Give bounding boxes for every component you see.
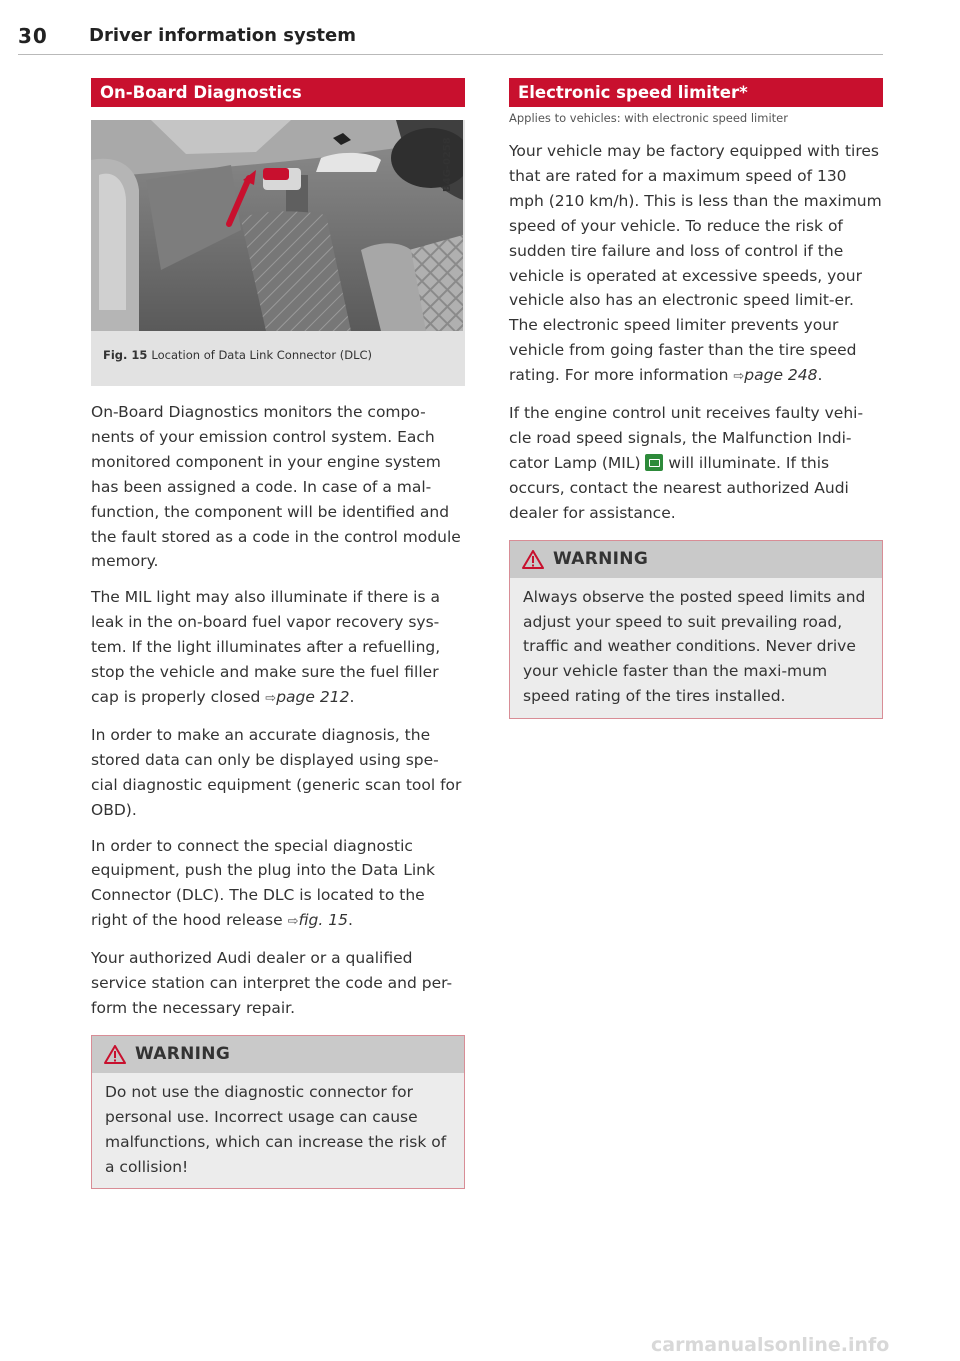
speed-warning-box xyxy=(509,540,883,720)
arrow-right-icon: ⇨ xyxy=(265,690,277,706)
arrow-right-icon: ⇨ xyxy=(287,914,299,930)
speed-limiter-heading: Electronic speed limiter* xyxy=(509,78,883,107)
obd-paragraph-3: In order to make an accurate diagnosis, the stored data can only be displayed using spe-cial diagnostic equipment (generic scan tool for OBD). xyxy=(91,725,462,819)
speed-limiter-paragraph-1-end: . xyxy=(817,366,823,385)
figure-code: B4G-0258 xyxy=(442,137,453,193)
obd-paragraph-2-end: . xyxy=(349,687,355,706)
dlc-location-image xyxy=(91,120,463,331)
figure-15 xyxy=(91,120,465,386)
warning-title: WARNING xyxy=(553,549,649,570)
warning-header xyxy=(510,541,882,578)
speed-limiter-paragraph-2 xyxy=(509,401,883,526)
page-number: 30 xyxy=(18,24,48,48)
figure-reference-link[interactable]: fig. 15 xyxy=(298,911,348,930)
engine-check-icon xyxy=(645,454,663,471)
warning-triangle-icon xyxy=(104,1045,126,1064)
warning-header xyxy=(92,1036,464,1073)
obd-paragraph-4-end: . xyxy=(347,911,353,930)
obd-heading: On-Board Diagnostics xyxy=(91,78,465,107)
arrow-right-icon: ⇨ xyxy=(733,369,745,385)
obd-paragraph-2-text: The MIL light may also illuminate if there is a leak in the on-board fuel vapor recovery sys-tem. If the light illuminates after a refuelling, stop the vehicle and make sure the fuel filler cap is properly closed xyxy=(91,588,441,706)
warning-text: Always observe the posted speed limits and adjust your speed to suit prevailing road, traffic and weather conditions. Never drive your vehicle faster than the maxi-mum speed rating of the tires installed. xyxy=(523,587,866,706)
watermark: carmanualsonline.info xyxy=(651,1334,890,1356)
speed-limiter-paragraph-1 xyxy=(509,139,883,390)
warning-text: Do not use the diagnostic connector for personal use. Incorrect usage can cause malfunctions, which can increase the risk of a collision! xyxy=(105,1082,447,1176)
figure-caption-text: Location of Data Link Connector (DLC) xyxy=(151,348,372,362)
left-column xyxy=(91,78,465,1189)
obd-paragraph-5: Your authorized Audi dealer or a qualified service station can interpret the code and per-form the necessary repair. xyxy=(91,949,453,1017)
obd-paragraph-4 xyxy=(91,834,465,936)
warning-title: WARNING xyxy=(135,1044,231,1065)
speed-limiter-paragraph-2-end: will illuminate. If this occurs, contact the nearest authorized Audi dealer for assistance. xyxy=(509,453,849,522)
speed-limiter-paragraph-2-start: If the engine control unit receives faulty vehi-cle road speed signals, the Malfunction Indi-cator Lamp (MIL) xyxy=(509,404,864,472)
applies-to-note: Applies to vehicles: with electronic speed limiter xyxy=(509,111,788,125)
figure-caption xyxy=(103,348,372,362)
obd-paragraph-2 xyxy=(91,585,465,712)
figure-caption-label: Fig. 15 xyxy=(103,348,148,362)
obd-paragraph-4-text: In order to connect the special diagnostic equipment, push the plug into the Data Link Connector (DLC). The DLC is located to the right of the hood release xyxy=(91,836,435,930)
speed-limiter-paragraph-1-text: Your vehicle may be factory equipped with tires that are rated for a maximum speed of 130 mph (210 km/h). This is less than the maximum speed of your vehicle. To reduce the risk of sudden tire failure and loss of control if the vehicle is operated at excessive speeds, your vehicle also has an electronic speed limit-er. The electronic speed limiter prevents your vehicle from going faster than the tire speed rating. For more information xyxy=(509,142,882,385)
section-title: Driver information system xyxy=(89,25,356,46)
page-header xyxy=(18,24,883,55)
page-reference-link[interactable]: page 248 xyxy=(744,366,818,385)
page-reference-link[interactable]: page 212 xyxy=(276,687,350,706)
right-column xyxy=(509,78,883,719)
obd-warning-box xyxy=(91,1035,465,1190)
warning-triangle-icon xyxy=(522,550,544,569)
obd-paragraph-1: On-Board Diagnostics monitors the compo-nents of your emission control system. Each monitored component in your engine system has been assigned a code. In case of a mal-function, the component will be identified and the fault stored as a code in the control module memory. xyxy=(91,403,461,571)
